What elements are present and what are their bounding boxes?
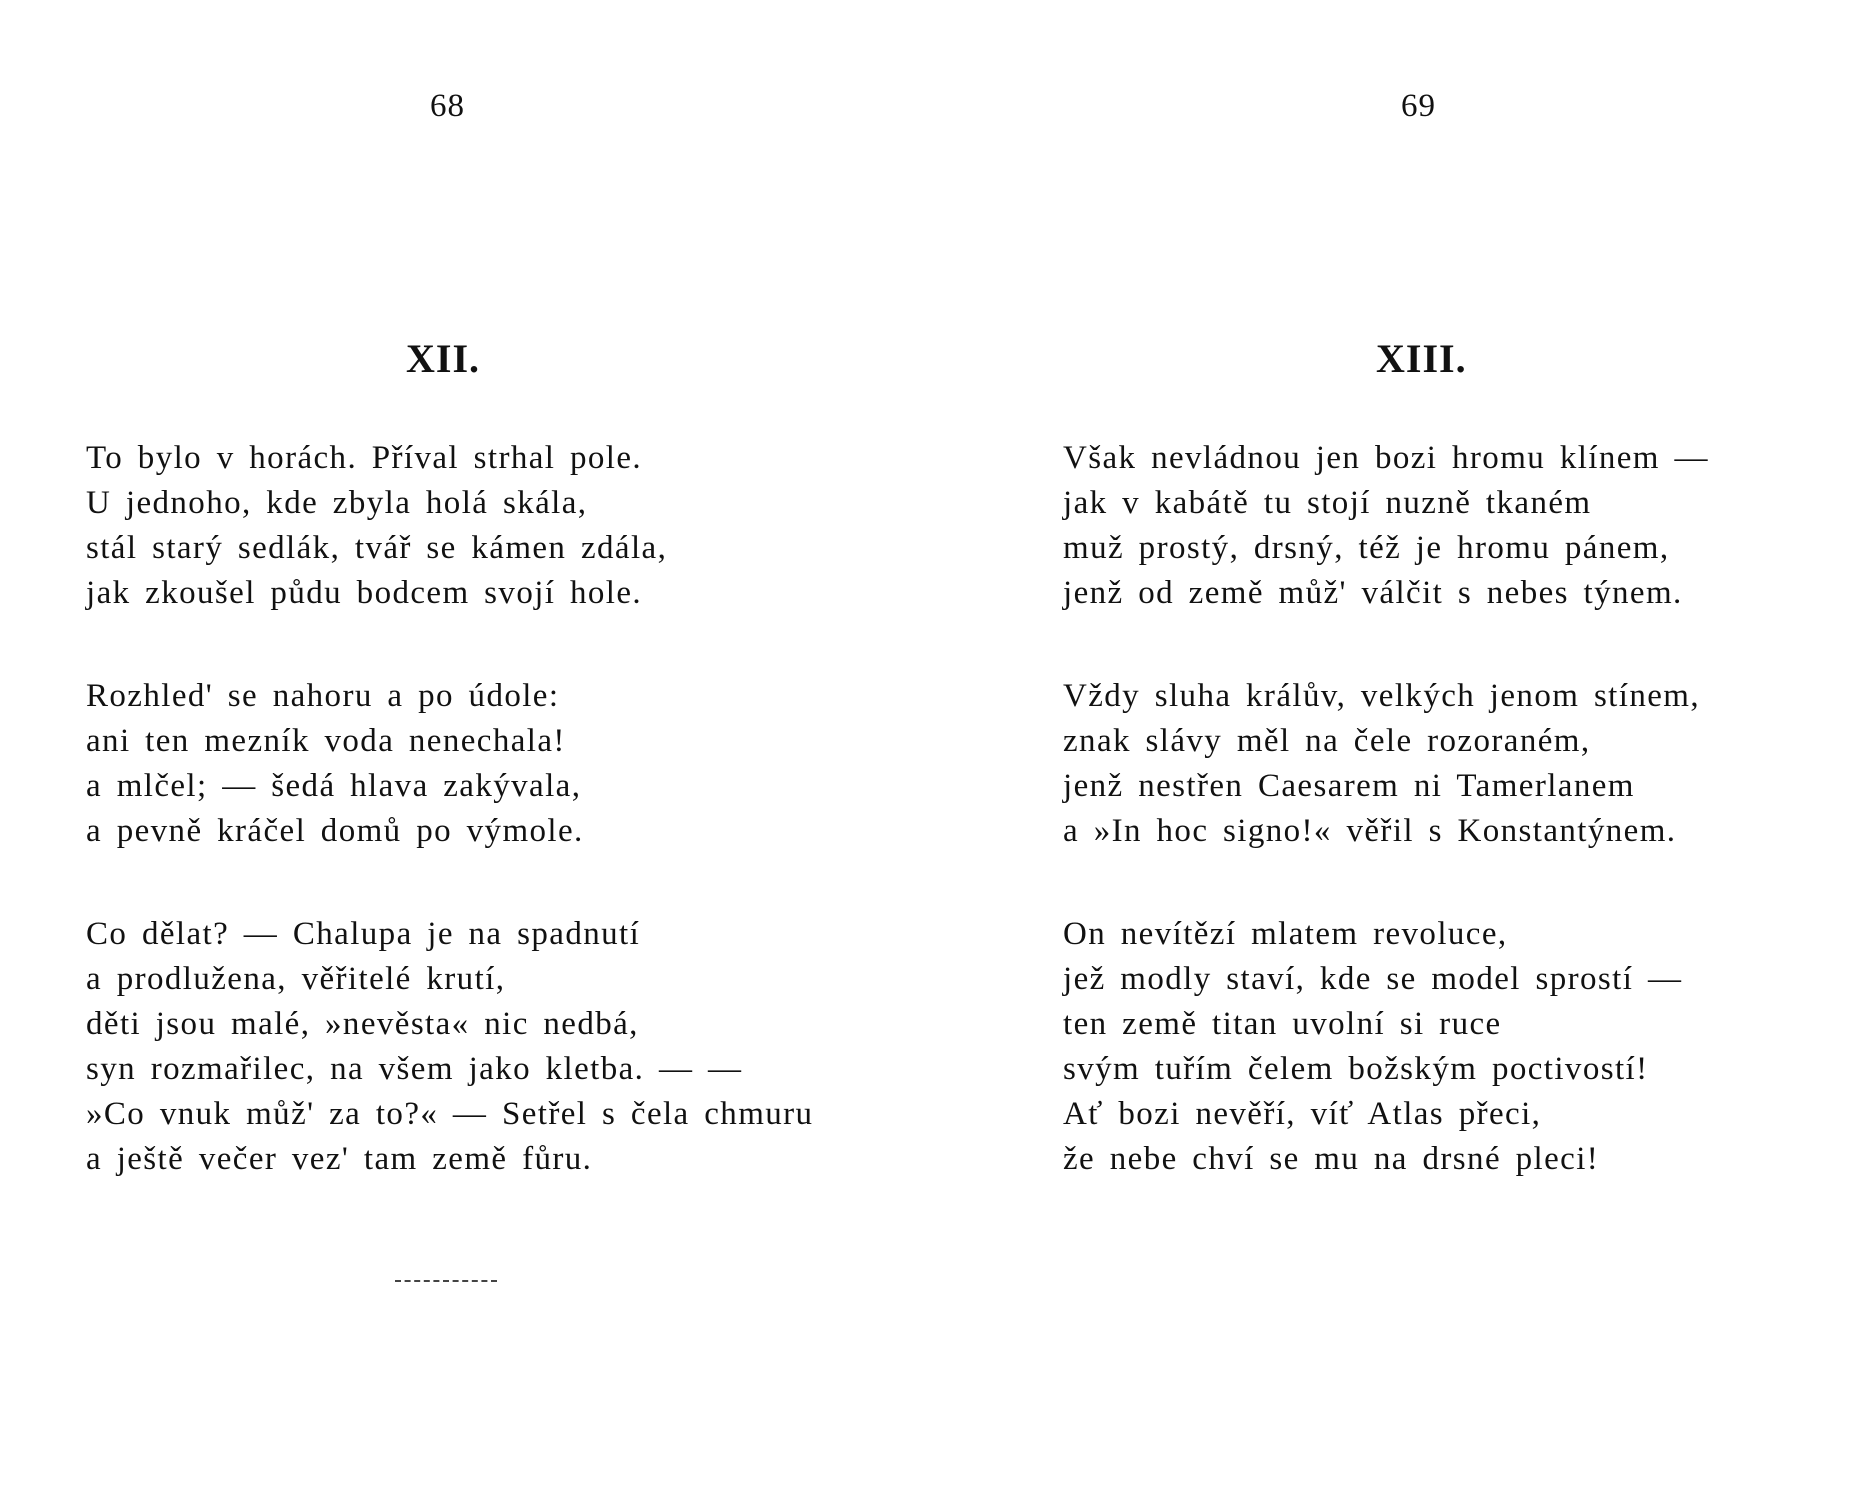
verse-line: Ať bozi nevěří, víť Atlas přeci, — [1063, 1096, 1542, 1132]
verse-line: »Co vnuk můž' za to?« — Setřel s čela chmuru — [86, 1096, 814, 1132]
poem-xiii-body — [1063, 436, 1709, 1240]
verse-line: děti jsou malé, »nevěsta« nic nedbá, — [86, 1006, 639, 1042]
verse-line: Vždy sluha králův, velkých jenom stínem, — [1063, 678, 1700, 714]
verse-line: To bylo v horách. Příval strhal pole. — [86, 440, 643, 476]
end-ornament-rule — [395, 1280, 497, 1282]
verse-line: a mlčel; — šedá hlava zakývala, — [86, 768, 582, 804]
verse-line: Rozhled' se nahoru a po údole: — [86, 678, 560, 714]
verse-line: U jednoho, kde zbyla holá skála, — [86, 485, 588, 521]
verse-line: znak slávy měl na čele rozoraném, — [1063, 723, 1591, 759]
verse-line: jež modly staví, kde se model sprostí — — [1063, 961, 1683, 997]
poem-xii-body — [86, 436, 813, 1240]
right-page — [935, 0, 1870, 1500]
verse-line: svým tuřím čelem božským poctivostí! — [1063, 1051, 1649, 1087]
verse-line: jenž nestřen Caesarem ni Tamerlanem — [1063, 768, 1635, 804]
stanza-2 — [86, 674, 813, 854]
verse-line: Však nevládnou jen bozi hromu klínem — — [1063, 440, 1709, 476]
verse-line: a »In hoc signo!« věřil s Konstantýnem. — [1063, 813, 1677, 849]
page-number-left: 68 — [430, 88, 465, 124]
verse-line: jenž od země můž' válčit s nebes týnem. — [1063, 575, 1683, 611]
verse-line: ten země titan uvolní si ruce — [1063, 1006, 1502, 1042]
verse-line: On nevítězí mlatem revoluce, — [1063, 916, 1508, 952]
page-number-right: 69 — [1401, 88, 1436, 124]
verse-line: jak v kabátě tu stojí nuzně tkaném — [1063, 485, 1592, 521]
verse-line: syn rozmařilec, na všem jako kletba. — — — [86, 1051, 743, 1087]
verse-line: a ještě večer vez' tam země fůru. — [86, 1141, 593, 1177]
stanza-1 — [86, 436, 813, 616]
verse-line: a prodlužena, věřitelé krutí, — [86, 961, 506, 997]
verse-line: muž prostý, drsný, též je hromu pánem, — [1063, 530, 1670, 566]
verse-line: Co dělat? — Chalupa je na spadnutí — [86, 916, 641, 952]
stanza-3 — [86, 912, 813, 1182]
stanza-3 — [1063, 912, 1709, 1182]
verse-line: ani ten mezník voda nenechala! — [86, 723, 566, 759]
poem-heading-xiii: XIII. — [1376, 336, 1467, 381]
verse-line: že nebe chví se mu na drsné pleci! — [1063, 1141, 1600, 1177]
stanza-1 — [1063, 436, 1709, 616]
verse-line: a pevně kráčel domů po výmole. — [86, 813, 584, 849]
stanza-2 — [1063, 674, 1709, 854]
verse-line: stál starý sedlák, tvář se kámen zdála, — [86, 530, 668, 566]
poem-heading-xii: XII. — [406, 336, 481, 381]
verse-line: jak zkoušel půdu bodcem svojí hole. — [86, 575, 643, 611]
